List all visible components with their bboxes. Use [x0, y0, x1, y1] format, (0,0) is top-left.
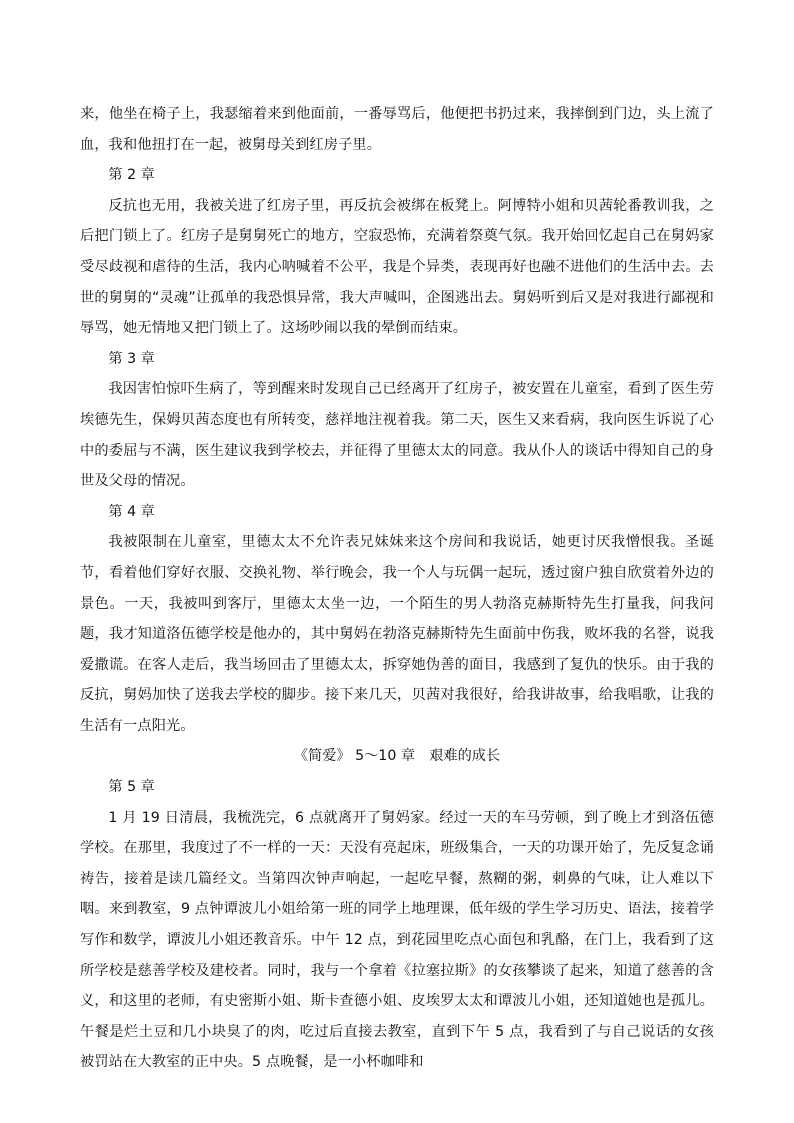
paragraph-chapter-3: 我因害怕惊吓生病了，等到醒来时发现自己已经离开了红房子，被安置在儿童室，看到了医生劳埃德先生，保姆贝茜态度也有所转变，慈祥地注视着我。第二天，医生又来看病，我向医生诉说了心中的委屈与不满，医生建议我到学校去，并征得了里德太太的同意。我从仆人的谈话中得知自己的身世及父母的情况。 — [80, 381, 714, 490]
paragraph-continued: 来，他坐在椅子上，我瑟缩着来到他面前，一番辱骂后，他便把书扔过来，我摔倒到门边，头上流了血，我和他扭打在一起，被舅母关到红房子里。 — [80, 106, 714, 153]
chapter-heading-2: 第 2 章 — [108, 167, 155, 184]
chapter-heading-4: 第 4 章 — [108, 503, 155, 520]
document-body — [80, 99, 714, 1078]
paragraph-chapter-5: 1 月 19 日清晨，我梳洗完，6 点就离开了舅妈家。经过一天的车马劳顿，到了晚上才到洛伍德学校。在那里，我度过了不一样的一天：天没有亮起床，班级集合，一天的功课开始了，先反复念诵祷告，接着是读几篇经文。当第四次钟声响起，一起吃早餐，熬糊的粥，刺鼻的气味，让人难以下咽。来到教室，9 点钟谭波儿小姐给第一班的同学上地理课，低年级的学生学习历史、语法，接着学写作和数学，谭波儿小姐还教音乐。中午 12 点，到花园里吃点心面包和乳酪，在门上，我看到了这所学校是慈善学校及建校者。同时，我与一个拿着《拉塞拉斯》的女孩攀谈了起来，知道了慈善的含义，和这里的老师，有史密斯小姐、斯卡查德小姐、皮埃罗太太和谭波儿小姐，还知道她也是孤儿。午餐是烂土豆和几小块臭了的肉，吃过后直接去教室，直到下午 5 点，我看到了与自己说话的女孩被罚站在大教室的正中央。5 点晚餐，是一小杯咖啡和 — [80, 809, 714, 1071]
paragraph-chapter-2: 反抗也无用，我被关进了红房子里，再反抗会被绑在板凳上。阿博特小姐和贝茜轮番教训我，之后把门锁上了。红房子是舅舅死亡的地方，空寂恐怖，充满着祭奠气氛。我开始回忆起自己在舅妈家受尽歧视和虐待的生活，我内心呐喊着不公平，我是个异类，表现再好也融不进他们的生活中去。去世的舅舅的“灵魂”让孤单的我恐惧异常，我大声喊叫，企图逃出去。舅妈听到后又是对我进行鄙视和辱骂，她无情地又把门锁上了。这场吵闹以我的晕倒而结束。 — [80, 197, 714, 337]
chapter-heading-5: 第 5 章 — [108, 779, 155, 796]
chapter-heading-3: 第 3 章 — [108, 350, 155, 367]
section-title: 《简爱》 5～10 章 艰难的成长 — [293, 748, 501, 765]
paragraph-chapter-4: 我被限制在儿童室，里德太太不允许表兄妹妹来这个房间和我说话，她更讨厌我憎恨我。圣诞节，看着他们穿好衣服、交换礼物、举行晚会，我一个人与玩偶一起玩，透过窗户独自欣赏着外边的景色。一天，我被叫到客厅，里德太太坐一边，一个陌生的男人勃洛克赫斯特先生打量我，问我问题，我才知道洛伍德学校是他办的，其中舅妈在勃洛克赫斯特先生面前中伤我，败坏我的名誉，说我爱撒谎。在客人走后，我当场回击了里德太太，拆穿她伪善的面目，我感到了复仇的快乐。由于我的反抗，舅妈加快了送我去学校的脚步。接下来几天，贝茜对我很好，给我讲故事，给我唱歌，让我的生活有一点阳光。 — [80, 534, 714, 734]
